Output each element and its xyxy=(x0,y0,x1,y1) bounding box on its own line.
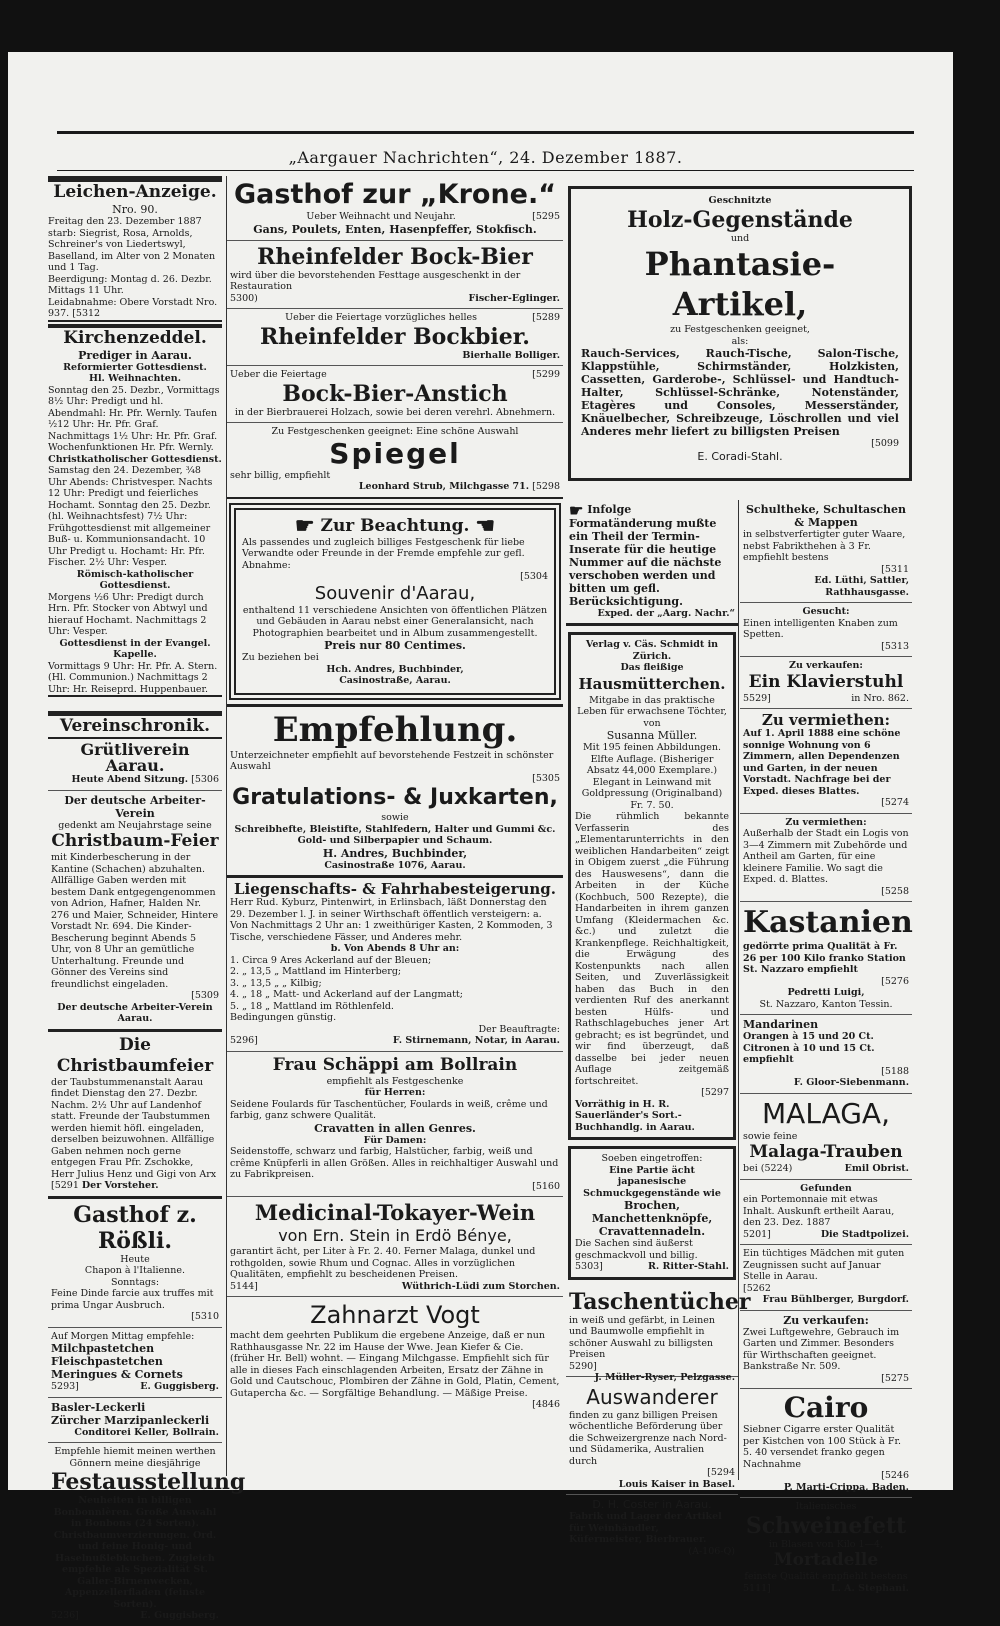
beachtung-souvenir: Souvenir d'Aarau, xyxy=(314,582,476,604)
beachtung-desc: enthaltend 11 verschiedene Ansichten von öffentlichen Plätzen und Gebäuden in Aarau nebst einer Generalansicht, nach Photographien bearbeitet und in Album zusammengestellt. xyxy=(242,604,548,639)
masthead: „Aargauer Nachrichten“, 24. Dezember 1887. xyxy=(288,148,683,167)
luft-ref: [5275 xyxy=(881,1372,909,1384)
holz-body: Rauch-Services, Rauch-Tische, Salon-Tische, Klappstühle, Schirmständer, Holzkisten, Cassetten, Garderobe-, Schlüssel- und Handtuch-Halter, Schlüssel-Schränke, Notenständer, Etagères und Consoles, Messerständer, Knäuelbecher, Schreibzeuge, Löschrollen und viel Anderes mehr liefert zu billigsten Preisen xyxy=(581,347,899,438)
holz-ad xyxy=(568,186,912,481)
kirchen-body-3: Morgens ½6 Uhr: Predigt durch Hrn. Pfr. Stocker von Abtwyl und hierauf Hochamt. Nachmittags 2 Uhr: Vesper. xyxy=(48,591,208,637)
empf-big: Gratulations- & Juxkarten, xyxy=(232,785,558,810)
kirchenzeddel xyxy=(48,324,222,698)
arbeiter-sign: Der deutsche Arbeiter-Verein Aarau. xyxy=(57,1001,213,1024)
haus-sign: Vorräthig in H. R. Sauerländer's Sort.-Buchhandlg. in Aarau. xyxy=(575,1098,695,1133)
empf-items: Schreibhefte, Bleistifte, Stahlfedern, Halter und Gummi &c. Gold- und Silberpapier und Schaum. xyxy=(234,823,556,846)
column-2 xyxy=(226,176,563,1476)
empf-ref: [5305 xyxy=(532,772,560,784)
schaeppi-sub: empfiehlt als Festgeschenke xyxy=(326,1075,464,1087)
schmuck-intro: Soeben eingetroffen: xyxy=(601,1153,703,1164)
tokayer-title: Medicinal-Tokayer-Wein xyxy=(254,1200,536,1225)
verm1-body: Auf 1. April 1888 eine schöne sonnige Wohnung von 6 Zimmern, allen Dependenzen und Garten, in der neuen Vorstadt. Nachfrage bei der Exped. dieses Blattes. xyxy=(743,728,901,797)
pointing-hand-icon: ☛ xyxy=(294,512,315,539)
fest-body: Neuheiten in billigen Bonbonnièren. Große Auswahl in Bonbons (24 Sorten). Christbaumverzierungen. Ord. und feine Honig- und Haselnußlebkuchen. Zugleich empfehle als Spezialität St. Galler-Birnenwecken, Appenzellerfladen (feinste Sorten). xyxy=(53,1495,217,1610)
christbaum-ad xyxy=(48,1032,222,1199)
column-3 xyxy=(566,500,751,1557)
anstich-title: Bock-Bier-Anstich xyxy=(282,380,508,407)
roessli-ref: [5310 xyxy=(191,1311,219,1322)
schmuck-ref: 5303] xyxy=(575,1261,603,1272)
anstich-ad xyxy=(227,366,563,423)
maedchen-sign: Frau Bühlberger, Burgdorf. xyxy=(762,1294,909,1305)
ausw-ref: [5294 xyxy=(707,1467,735,1478)
gesucht-body: Einen intelligenten Knaben zum Spetten. xyxy=(743,617,898,640)
haus-desc: Die rühmlich bekannte Verfasserin des „Elementarunterrichts in den weiblichen Handarbeiten“ zeigt in Obigem zuerst „die Führung des Hauswesens“, dann die Arbeiten in der Küche (Kochbuch, 500 Rezepte), die Handarbeiten in ihrem ganzen Umfang (Kleidermachen &c. &c.) und zuletzt die Krankenpflege. Reichhaltigkeit, die Erwägung des Kostenpunkts nach allen Seiten, und Zuverlässigkeit haben das Buch in den verdienten Ruf des anerkannt besten Hülfs- und Rathschlagebuches jener Art gebracht; es ist begründet, und wir find überzeugt, daß dasselbe bei jeder neuen Auflage zeitgemäß fortschreitet. xyxy=(575,811,729,1087)
liegen-row: 3. „ 13,5 „ „ Kilbig; xyxy=(230,977,322,989)
liegenschaft-ad xyxy=(227,878,563,1052)
rhein1-sign: Fischer-Eglinger. xyxy=(468,292,560,304)
empf-title: Empfehlung. xyxy=(272,709,518,750)
haus-title: Hausmütterchen. xyxy=(578,674,726,693)
haus-verlag: Verlag v. Cäs. Schmidt in Zürich. xyxy=(585,639,719,662)
auswanderer-ad xyxy=(566,1377,738,1495)
schmuck-ad xyxy=(568,1146,736,1280)
mand-title: Mandarinen xyxy=(743,1018,819,1031)
arbeiter-body: mit Kinderbescherung in der Kantine (Schachen) abzuhalten. Allfällige Gaben werden mit bestem Dank entgegengenommen von Adrion, Hafner, Halden Nr. 276 und Maier, Schneider, Hintere Vorstadt Nr. 694. Die Kinder-Bescherung beginnt Abends 5 Uhr, von 8 Uhr an gemütliche Unterhaltung. Freunde und Gönner des Vereins sind freundlichst eingeladen. xyxy=(51,852,219,990)
klavier-nr: in Nro. 862. xyxy=(851,692,909,704)
schultheke-ad xyxy=(740,500,912,603)
christbaum-body: der Taubstummenanstalt Aarau findet Dienstag den 27. Dezbr. Nachm. 2½ Uhr auf Landenhof statt. Freunde der Taubstummen werden hiemit höfl. eingeladen, derselben beizuwohnen. Allfällige Gaben nehmen noch gerne entgegen Frau Pfr. Zschokke, Herr Julius Henz und Gigi von Arx xyxy=(51,1076,217,1180)
schaeppi-damen: Für Damen: xyxy=(363,1134,427,1146)
gesucht-ad xyxy=(740,603,912,657)
leichen-ref: [5312 xyxy=(72,308,101,319)
liegen-row: 2. „ 13,5 „ Mattland im Hinterberg; xyxy=(230,966,402,977)
empf-sign: H. Andres, Buchbinder, xyxy=(322,846,468,860)
klavier-ad xyxy=(740,657,912,709)
holz-kicker: Geschnitzte xyxy=(708,195,772,206)
holz-sign: E. Coradi-Stahl. xyxy=(697,449,783,463)
arbeiter-big: Christbaum-Feier xyxy=(51,831,219,851)
haus-das: Das fleißige xyxy=(620,662,684,673)
schwein-qual: feinste Qualität empfiehlt bestens xyxy=(744,1571,908,1582)
beachtung-sign-2: Casinostraße, Aarau. xyxy=(339,675,451,686)
schmuck-sign: R. Ritter-Stahl. xyxy=(647,1261,729,1272)
verm1-title: Zu vermiethen: xyxy=(761,711,891,729)
mand-citronen: Citronen à 10 und 15 Ct. empfiehlt xyxy=(743,1042,875,1065)
malaga-title: MALAGA, xyxy=(762,1096,890,1130)
empfehlung-ad xyxy=(227,704,563,879)
schwein-ref: 5111] xyxy=(743,1582,771,1594)
rhein2-title: Rheinfelder Bockbier. xyxy=(260,323,530,350)
schul-ref: [5311 xyxy=(881,563,909,575)
verm2-body: Außerhalb der Stadt ein Logis von 3—4 Zimmern mit Zubehörde und Antheil am Garten, für eine kleinere Familie. Wo sagt die Exped. d. Blattes. xyxy=(743,828,909,885)
cairo-title: Cairo xyxy=(783,1391,869,1424)
krone-items: Gans, Poulets, Enten, Hasenpfeffer, Stokfisch. xyxy=(253,222,537,236)
schul-title: Schultheke, Schultaschen & Mappen xyxy=(745,503,907,529)
empf-addr: Casinostraße 1076, Aarau. xyxy=(324,859,466,871)
krone-ref: [5295 xyxy=(532,211,560,222)
liegen-ref: 5296] xyxy=(230,1035,258,1046)
gugg-intro: Auf Morgen Mittag empfehle: xyxy=(51,1330,195,1342)
haus-details: Mit 195 feinen Abbildungen. Elfte Auflage. (Bisheriger Absatz 44,000 Exemplare.) Elegant in Leinwand mit Goldpressung (Originalband) Fr. 7. 50. xyxy=(581,742,723,811)
christbaum-title: Die Christbaumfeier xyxy=(56,1034,214,1076)
zahnarzt-ad xyxy=(227,1297,563,1415)
rheinfelder-2-ad xyxy=(227,309,563,366)
gesucht-title: Gesucht: xyxy=(802,606,850,617)
krone-sub: Ueber Weihnacht und Neujahr. xyxy=(306,211,456,222)
arbeiter-sub: gedenkt am Neujahrstage seine xyxy=(58,819,212,831)
kirchen-ref-gottesdienst: Reformierter Gottesdienst. xyxy=(63,361,207,373)
malaga-ad xyxy=(740,1094,912,1180)
gef-body: ein Portemonnaie mit etwas Inhalt. Auskunft ertheilt Aarau, den 23. Dez. 1887 xyxy=(743,1194,895,1228)
kirchen-title: Kirchenzeddel. xyxy=(63,327,207,348)
schaeppi-ad xyxy=(227,1052,563,1198)
schul-sign: Ed. Lüthi, Sattler, Rathhausgasse. xyxy=(814,575,909,598)
basler-sign: Conditorei Keller, Bollrain. xyxy=(74,1426,219,1438)
taschentuecher-ad xyxy=(566,1286,751,1383)
malaga-sowie: sowie feine xyxy=(743,1130,798,1142)
krone-ad xyxy=(227,176,563,241)
masthead-rule xyxy=(57,170,914,171)
fest-intro: Empfehle hiemit meinen werthen Gönnern meine diesjährige xyxy=(54,1446,216,1469)
schwein-kicker: Italienisches xyxy=(795,1501,857,1512)
anstich-ref: [5299 xyxy=(532,369,560,380)
beachtung-price: Preis nur 80 Centimes. xyxy=(324,639,466,652)
empf-body: Unterzeichneter empfiehlt auf bevorstehende Festzeit in schönster Auswahl xyxy=(230,749,554,772)
rhein1-ref: 5300) xyxy=(230,292,258,304)
schaeppi-ref: [5160 xyxy=(532,1180,560,1192)
fest-sign: E. Guggisberg. xyxy=(140,1610,219,1621)
liegen-row: 1. Circa 9 Ares Ackerland auf der Bleuen; xyxy=(230,954,432,966)
schaeppi-body-1: Seidene Foulards für Taschentücher, Foulards in weiß, crême und farbig, ganz schwere Qualität. xyxy=(230,1098,548,1121)
verm1-ref: [5274 xyxy=(881,797,909,808)
liegen-bed: Bedingungen günstig. xyxy=(230,1012,337,1023)
malaga-sign: Emil Obrist. xyxy=(844,1163,909,1174)
leichen-title: Leichen-Anzeige. xyxy=(53,182,217,202)
top-rule xyxy=(57,131,914,134)
haus-body: Mitgabe in das praktische Leben für erwachsene Töchter, von xyxy=(577,694,727,729)
gruetli-ad xyxy=(48,739,222,791)
luftgewehre-ad xyxy=(740,1311,912,1390)
schmuck-body: Eine Partie ächt japanesische Schmuckgegenstände wie xyxy=(583,1164,721,1199)
roessli-sonntags: Sonntags: xyxy=(110,1276,160,1288)
zahnarzt-title: Zahnarzt Vogt xyxy=(310,1301,480,1329)
gruetli-title: Grütliverein Aarau. xyxy=(80,740,190,775)
schaeppi-herren: für Herren: xyxy=(364,1087,426,1098)
beachtung-body: Als passendes und zugleich billiges Festgeschenk für liebe Verwandte oder Freunde in der Fremde empfehle zur gefl. Abnahme: xyxy=(242,536,525,571)
tokayer-sign: Wüthrich-Lüdi zum Storchen. xyxy=(401,1280,560,1292)
luft-body: Zwei Luftgewehre, Gebrauch im Garten und Zimmer. Besonders für Wirthschaften geeignet. Bankstraße Nr. 509. xyxy=(743,1326,900,1372)
anstich-body: in der Bierbrauerei Holzach, sowie bei deren verehrl. Abnehmern. xyxy=(234,406,556,418)
kirchen-evang: Gottesdienst in der Evangel. Kapelle. xyxy=(59,637,211,660)
tokayer-body: garantirt ächt, per Liter à Fr. 2. 40. Ferner Malaga, dunkel und rothgolden, sowie Rhum und Cognac. Alles in vorzüglichen Qualitäten, empfiehlt zu bescheidenen Preisen. xyxy=(230,1246,536,1280)
coster-ad xyxy=(566,1495,738,1561)
format-notice xyxy=(566,500,738,626)
column-3-top xyxy=(566,176,912,496)
coster-ref: (A-106-Q) xyxy=(688,1545,735,1557)
schmuck-items: Brochen, Manchettenknöpfe, Cravattennadeln. xyxy=(591,1199,713,1238)
format-body: Infolge Formatänderung mußte ein Theil der Termin-Inserate für die heutige Nummer auf die nächste verschoben werden und bitten um gefl. Berücksichtigung. xyxy=(569,503,722,608)
klavier-intro: Zu verkaufen: xyxy=(789,660,863,671)
mand-orangen: Orangen à 15 und 20 Ct. xyxy=(743,1031,874,1042)
cairo-body: Siebner Cigarre erster Qualität per Kistchen von 100 Stück à Fr. 5. 40 versendet franko gegen Nachnahme xyxy=(743,1424,902,1470)
gefunden-ad xyxy=(740,1180,912,1246)
schweinefett-ad xyxy=(740,1498,912,1598)
kast-addr: St. Nazzaro, Kanton Tessin. xyxy=(759,998,893,1010)
hausmuetterchen-ad xyxy=(568,632,736,1140)
zahnarzt-body: macht dem geehrten Publikum die ergebene Anzeige, daß er nun Rathhausgasse Nr. 22 im Hause der Wwe. Jean Kiefer & Cie. (früher Hr. Bell) wohnt. — Eingang Milchgasse. Empfiehlt sich für alle in dieses Fach einschlagenden Arbeiten, Ersatz der Zähne in Gold und Cautschouc, Plombiren der Zähne in Gold, Platin, Cement, Gutapercha &c. — Sorgfältige Behandlung. — Mäßige Preise. xyxy=(230,1330,560,1399)
liegen-b: b. Von Abends 8 Uhr an: xyxy=(330,943,460,954)
arbeiter-ref: [5309 xyxy=(191,990,219,1001)
gruetli-text: Heute Abend Sitzung. xyxy=(71,774,189,785)
luft-title: Zu verkaufen: xyxy=(783,1313,869,1327)
coster-title: D. H. Coster in Aarau. xyxy=(592,1498,712,1511)
malaga-bei: bei xyxy=(743,1163,758,1174)
liegen-sign: F. Stirnemann, Notar, in Aarau. xyxy=(392,1035,560,1046)
beachtung-ad xyxy=(229,503,561,700)
leichen-beerdigung: Beerdigung: Montag d. 26. Dezbr. Mittags 11 Uhr. xyxy=(48,273,212,296)
maedchen-ref: [5262 xyxy=(743,1282,771,1294)
fest-ref: 5236] xyxy=(51,1610,79,1621)
gruetli-ref: [5306 xyxy=(191,774,219,785)
spiegel-sign: Leonhard Strub, Milchgasse 71. xyxy=(358,481,530,492)
spiegel-body: sehr billig, empfiehlt xyxy=(230,469,331,481)
kirchen-weihnachten: Hl. Weihnachten. xyxy=(88,373,182,384)
rhein2-sub: Ueber die Feiertage vorzügliches helles xyxy=(285,312,478,323)
tasch-sign: J. Müller-Ryser, Pelzgasse. xyxy=(594,1372,735,1383)
liegen-beauftr: Der Beauftragte: xyxy=(478,1023,560,1035)
schwein-mort: Mortadelle xyxy=(773,1550,879,1570)
beachtung-bezug: Zu beziehen bei xyxy=(242,652,319,663)
klavier-title: Ein Klavierstuhl xyxy=(748,671,904,692)
beachtung-ref: [5304 xyxy=(520,571,548,582)
vereinschronik-header xyxy=(48,711,222,739)
kast-title: Kastanien xyxy=(743,905,913,940)
fest-title: Festausstellung xyxy=(51,1469,246,1495)
gugg-sign: E. Guggisberg. xyxy=(140,1381,219,1392)
holz-sub: zu Festgeschenken geeignet, xyxy=(670,324,810,335)
leichen-anzeige xyxy=(48,176,222,322)
basler-item: Basler-Leckerli xyxy=(51,1400,146,1414)
tokayer-ad xyxy=(227,1197,563,1297)
gef-title: Gefunden xyxy=(800,1182,852,1194)
coster-body: Fabrik und Lager der Artikel für Weinhändler, Küfermeister, Bierbrauer. xyxy=(569,1511,722,1545)
zahnarzt-ref: [4846 xyxy=(532,1399,560,1410)
spiegel-ref: [5298 xyxy=(532,481,560,492)
ausw-body: finden zu ganz billigen Preisen wöchentliche Beförderung über die Schweizergrenze nach Nord- und Südamerika, Australien durch xyxy=(569,1409,727,1467)
gesucht-ref: [5313 xyxy=(881,640,909,652)
liegen-row: 4. „ 18 „ Matt- und Ackerland auf der Langmatt; xyxy=(230,989,463,1000)
kast-ref: [5276 xyxy=(881,975,909,987)
leichen-body: Freitag den 23. Dezember 1887 starb: Siegrist, Rosa, Arnolds, Schreiner's von Liedertswyl, Baselland, im Alter von 2 Monaten und 1 Tag. xyxy=(48,216,216,273)
empf-sowie: sowie xyxy=(381,812,409,823)
krone-title: Gasthof zur „Krone.“ xyxy=(234,179,556,210)
spiegel-title: Spiegel xyxy=(329,436,461,470)
holz-und: und xyxy=(730,232,750,244)
maedchen-body: Ein tüchtiges Mädchen mit guten Zeugnissen sucht auf Januar Stelle in Aarau. xyxy=(743,1248,905,1282)
kirchen-christkath: Christkatholischer Gottesdienst. xyxy=(48,453,222,465)
verm2-ref: [5258 xyxy=(881,885,909,897)
pointing-hand-icon: ☛ xyxy=(569,500,584,520)
schwein-sign: L. A. Stephani. xyxy=(830,1582,909,1594)
vermiethen-1-ad xyxy=(740,709,912,814)
haus-ref: [5297 xyxy=(701,1087,729,1098)
kirchen-body-4: Vormittags 9 Uhr: Hr. Pfr. A. Stern. (Hl. Communion.) Nachmittags 2 Uhr: Hr. Reiseprd. Huppenbauer. xyxy=(48,660,218,695)
ausw-sign: Louis Kaiser in Basel. xyxy=(618,1478,735,1490)
tasch-ref: 5290] xyxy=(569,1360,597,1372)
tasch-title: Taschentücher xyxy=(569,1288,751,1315)
kirchen-body-1: Sonntag den 25. Dezbr., Vormittags 8½ Uhr: Predigt und hl. Abendmahl: Hr. Pfr. Wernly. Taufen ½12 Uhr: Hr. Pfr. Graf. Nachmittags 1½ Uhr: Hr. Pfr. Graf. Wochenfunktionen Hr. Pfr. Wernly. xyxy=(48,384,220,453)
schaeppi-body-2: Seidenstoffe, schwarz und farbig, Halstücher, farbig, weiß und crême Knüpferli in allen Größen. Alles in reichhaltiger Auswahl und zu Fabrikpreisen. xyxy=(230,1146,559,1180)
kast-sign: Pedretti Luigi, xyxy=(787,987,865,998)
christbaum-ref: [5291 xyxy=(51,1180,79,1191)
liegen-title: Liegenschafts- & Fahrhabesteigerung. xyxy=(233,880,557,898)
cairo-sign: P. Marti-Crippa, Baden. xyxy=(783,1481,909,1493)
gugg-item: Milchpastetchen xyxy=(51,1342,155,1355)
spiegel-intro: Zu Festgeschenken geeignet: Eine schöne Auswahl xyxy=(271,426,519,437)
basler-item: Zürcher Marzipanleckerli xyxy=(51,1413,210,1427)
arbeiter-ad xyxy=(48,791,222,1032)
cairo-ref: [5246 xyxy=(881,1470,909,1481)
schaeppi-crav: Cravatten in allen Genres. xyxy=(314,1121,476,1135)
gugg-ref: 5293] xyxy=(51,1381,79,1392)
mandarinen-ad xyxy=(740,1015,912,1094)
holz-big: Phantasie-Artikel, xyxy=(644,245,836,323)
spiegel-ad xyxy=(227,423,563,499)
christbaum-sign: Der Vorsteher. xyxy=(81,1180,159,1191)
liegen-row: 5. „ 18 „ Mattland im Röthlenfeld. xyxy=(230,1000,394,1012)
kirchen-roemisch: Römisch-katholischer Gottesdienst. xyxy=(76,568,194,591)
rhein2-ref: [5289 xyxy=(532,312,560,323)
arbeiter-title: Der deutsche Arbeiter-Verein xyxy=(64,793,206,820)
schaeppi-title: Frau Schäppi am Bollrain xyxy=(272,1054,518,1075)
schwein-body: in Blasen von Kilo 1—4, xyxy=(768,1538,884,1550)
roessli-body: Feine Dinde farcie aux truffes mit prima Ungar Ausbruch. xyxy=(51,1288,214,1311)
malaga-trauben: Malaga-Trauben xyxy=(749,1142,903,1162)
column-4 xyxy=(740,500,913,1594)
liegen-body: Herr Rud. Kyburz, Pintenwirt, in Erlinsbach, läßt Donnerstag den 29. Dezember l. J. in seiner Wirthschaft öffentlich versteigern: a. Von Nachmittags 2 Uhr an: 1 zweithüriger Kasten, 2 Kommoden, 3 Tische, verschiedene Fässer, und Anderes mehr. xyxy=(230,897,553,943)
vermiethen-2-ad xyxy=(740,814,912,903)
holz-title: Holz-Gegenstände xyxy=(627,206,853,233)
schmuck-note: Die Sachen sind äußerst geschmackvoll und billig. xyxy=(575,1238,698,1261)
tokayer-sub: von Ern. Stein in Erdö Bénye, xyxy=(278,1226,512,1245)
holz-ref: [5099 xyxy=(871,438,899,449)
roessli-heute: Heute xyxy=(120,1253,150,1265)
roessli-title: Gasthof z. Rößli. xyxy=(73,1201,197,1254)
guggisberg-ad xyxy=(48,1328,222,1398)
rhein1-body: wird über die bevorstehenden Festtage ausgeschenkt in der Restauration xyxy=(230,269,521,292)
kastanien-ad xyxy=(740,902,912,1015)
ausw-title: Auswanderer xyxy=(586,1384,718,1409)
kast-body: gedörrte prima Qualität à Fr. 26 per 100 Kilo franko Station St. Nazzaro empfiehlt xyxy=(743,941,906,975)
format-sign: Exped. der „Aarg. Nachr.“ xyxy=(597,607,735,619)
verein-title: Vereinschronik. xyxy=(59,716,211,736)
tokayer-ref: 5144] xyxy=(230,1280,258,1292)
anstich-sub: Ueber die Feiertage xyxy=(230,369,327,380)
cairo-ad xyxy=(740,1389,912,1498)
kirchen-prediger: Prediger in Aarau. xyxy=(78,348,192,362)
gef-ref: 5201] xyxy=(743,1228,771,1240)
schul-body: in selbstverfertigter guter Waare, nebst Fabrikthehen à 3 Fr. empfiehlt bestens xyxy=(743,529,906,563)
leichen-leidabnahme: Leidabnahme: Obere Vorstadt Nro. 937. xyxy=(48,296,218,319)
malaga-ref: (5224) xyxy=(760,1163,793,1174)
rhein2-sign: Bierhalle Bolliger. xyxy=(462,349,560,361)
gef-sign: Die Stadtpolizei. xyxy=(820,1228,909,1240)
beachtung-sign-1: Hch. Andres, Buchbinder, xyxy=(326,663,464,675)
gugg-item: Meringues & Cornets xyxy=(51,1368,183,1381)
maedchen-ad xyxy=(740,1245,912,1311)
basler-ad xyxy=(48,1398,222,1444)
tasch-body: in weiß und gefärbt, in Leinen und Baumwolle empfiehlt in schöner Auswahl zu billigsten Preisen xyxy=(569,1314,716,1360)
klavier-ref: 5529] xyxy=(743,692,771,704)
roessli-chapon: Chapon à l'Italienne. xyxy=(84,1265,186,1276)
rheinfelder-1-ad xyxy=(227,241,563,310)
holz-als: als: xyxy=(731,335,749,347)
leichen-nr: Nro. 90. xyxy=(112,203,158,216)
mand-ref: [5188 xyxy=(881,1065,909,1077)
haus-author: Susanna Müller. xyxy=(606,729,698,742)
festausstellung-ad xyxy=(48,1443,246,1626)
kirchen-body-2: Samstag den 24. Dezember, ¾8 Uhr Abends: Christvesper. Nachts 12 Uhr: Predigt und feierliches Hochamt. Sonntag den 25. Dezbr. (hl. Weihnachtsfest) 7½ Uhr: Frühgottesdienst mit allgemeiner Buß- u. Kommunionsandacht. 10 Uhr Predigt u. Hochamt: Hr. Pfr. Fischer. 2½ Uhr: Vesper. xyxy=(48,465,213,568)
pointing-hand-icon: ☚ xyxy=(475,512,496,539)
verm2-title: Zu vermiethen: xyxy=(785,816,867,828)
beachtung-title: Zur Beachtung. xyxy=(320,515,470,536)
gugg-item: Fleischpastetchen xyxy=(51,1355,163,1368)
rhein1-title: Rheinfelder Bock-Bier xyxy=(257,243,533,270)
mand-sign: F. Gloor-Siebenmann. xyxy=(793,1077,909,1088)
roessli-ad xyxy=(48,1199,222,1328)
schwein-title: Schweinefett xyxy=(745,1512,907,1539)
